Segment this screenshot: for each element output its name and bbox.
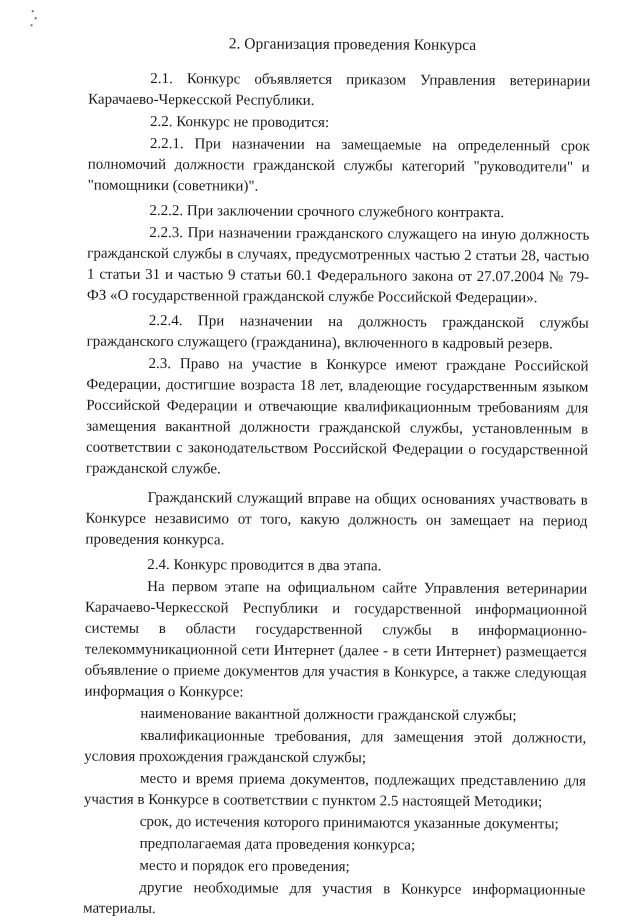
list-item: наименование вакантной должности гражданской службы; — [140, 705, 517, 725]
list-item: другие необходимые для участия в Конкурсе информационные материалы. — [83, 879, 586, 918]
paragraph-2-2-2: 2.2.2. При заключении срочного служебного контракта. — [149, 202, 505, 222]
list-item: срок, до истечения которого принимаются указанные документы; — [139, 813, 559, 833]
paragraph-2-2-4: 2.2.4. При назначении на должность гражданской службы гражданского служащего (гражданина), включенного в кадровый резерв. — [86, 312, 589, 353]
list-item: предполагаемая дата проведения конкурса; — [139, 835, 416, 854]
paragraph-2-2-1: 2.2.1. При назначении на замещаемые на определенный срок полномочий должности гражданской службы категорий "руководители" и "помощники (советники)". — [87, 135, 590, 195]
document-body — [83, 69, 590, 924]
paragraph-2-2: 2.2. Конкурс не проводится: — [149, 113, 330, 132]
list-item: место и порядок его проведения; — [139, 857, 350, 876]
paragraph-2-1: 2.1. Конкурс объявляется приказом Управления ветеринарии Карачаево-Черкесской Республики. — [88, 70, 591, 109]
list-item: место и время приема документов, подлежащих представлению для участия в Конкурсе в соответствии с пунктом 2.5 настоящей Методики; — [83, 770, 587, 811]
list-item: квалификационные требования, для замещения этой должности, условия прохождения гражданской службы; — [84, 727, 587, 767]
paragraph-2-4: 2.4. Конкурс проводится в два этапа. — [147, 556, 382, 575]
paragraph-2-2-3: 2.2.3. При назначении гражданского служащего на иную должность гражданской службы в случаях, предусмотренных частью 2 статьи 28, частью 1 статьи 31 и частью 9 статьи 60.1 Федерального закона от 27.07.2004 № 79-ФЗ «О государственной гражданской службе Российской Федерации». — [86, 224, 590, 307]
scan-specks — [31, 8, 37, 28]
section-title: 2. Организация проведения Конкурса — [228, 35, 477, 54]
paragraph-2-4-b: На первом этапе на официальном сайте Управления ветеринарии Карачаево-Черкесской Республики и государственной информационной системы в области государственной службы в информационно-телекоммуникационной сети Интернет (далее - в сети Интернет) размещается объявление о приеме документов для участия в Конкурсе, а также следующая информация о Конкурсе: — [84, 578, 588, 701]
paragraph-2-3: 2.3. Право на участие в Конкурсе имеют граждане Российской Федерации, достигшие возраста 18 лет, владеющие государственным языком Российской Федерации и отвечающие квалификационным требованиям для замещения вакантной должности гражданской службы, установленным в соответствии с законодательством Российской Федерации о государственной гражданской службе. — [85, 355, 589, 478]
paragraph-2-3-b: Гражданский служащий вправе на общих основаниях участвовать в Конкурсе независимо от того, какую должность он замещает на период проведения конкурса. — [85, 489, 588, 549]
